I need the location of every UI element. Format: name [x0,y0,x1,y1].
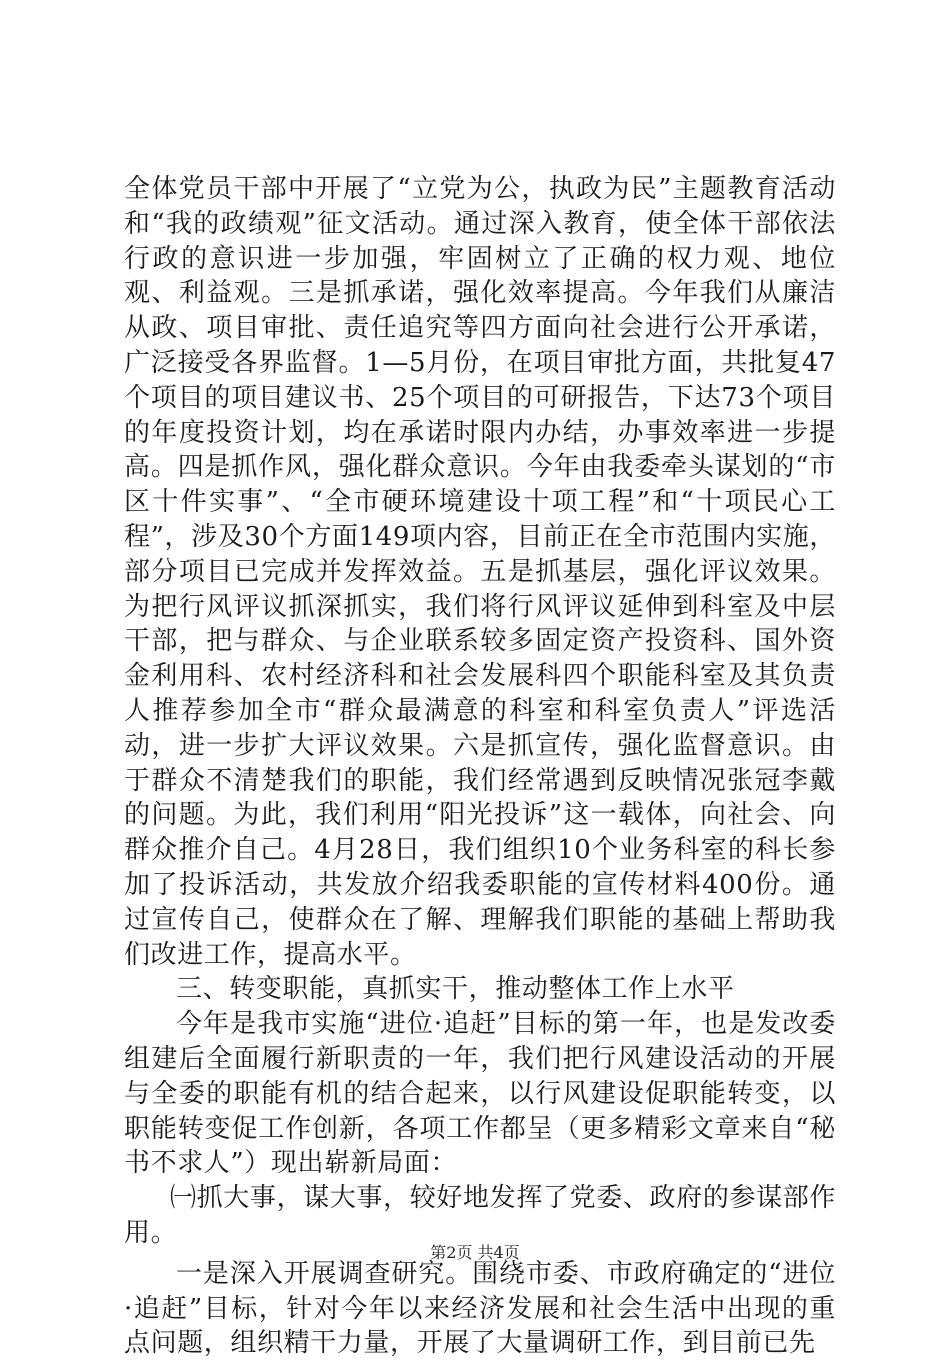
paragraph-body-3: 一是深入开展调查研究。围绕市委、市政府确定的“进位·追赶”目标，针对今年以来经济发展和社会生活中出现的重点问题，组织精干力量，开展了大量调研工作，到目前已先 [124,1258,836,1359]
paragraph-body-1: 全体党员干部中开展了“立党为公，执政为民”主题教育活动和“我的政绩观”征文活动。通过深入教育，使全体干部依法行政的意识进一步加强，牢固树立了正确的权力观、地位观、利益观。三是抓承诺，强化效率提高。今年我们从廉洁从政、项目审批、责任追究等四方面向社会进行公开承诺，广泛接受各界监督。1—5月份，在项目审批方面，共批复47个项目的项目建议书、25个项目的可研报告，下达73个项目的年度投资计划，均在承诺时限内办结，办事效率进一步提高。四是抓作风，强化群众意识。今年由我委牵头谋划的“市区十件实事”、“全市硬环境建设十项工程”和“十项民心工程”，涉及30个方面149项内容，目前正在全市范围内实施，部分项目已完成并发挥效益。五是抓基层，强化评议效果。为把行风评议抓深抓实，我们将行风评议延伸到科室及中层干部，把与群众、与企业联系较多固定资产投资科、国外资金利用科、农村经济科和社会发展科四个职能科室及其负责人推荐参加全市“群众最满意的科室和科室负责人”评选活动，进一步扩大评议效果。六是抓宣传，强化监督意识。由于群众不清楚我们的职能，我们经常遇到反映情况张冠李戴的问题。为此，我们利用“阳光投诉”这一载体，向社会、向群众推介自己。4月28日，我们组织10个业务科室的科长参加了投诉活动，共发放介绍我委职能的宣传材料400份。通过宣传自己，使群众在了解、理解我们职能的基础上帮助我们改进工作，提高水平。 [124,174,836,970]
page-footer: 第2页 共4页 [430,1243,520,1262]
sub-heading-1: ㈠抓大事，谋大事，较好地发挥了党委、政府的参谋部作用。 [124,1183,836,1248]
document-body [124,172,836,1361]
section-heading-3: 三、转变职能，真抓实干，推动整体工作上水平 [176,974,735,1005]
paragraph-body-2: 今年是我市实施“进位·追赶”目标的第一年，也是发改委组建后全面履行新职责的一年，我们把行风建设活动的开展与全委的职能有机的结合起来，以行风建设促职能转变，以职能转变促工作创新，各项工作都呈（更多精彩文章来自“秘书不求人”）现出崭新局面： [124,1009,836,1179]
